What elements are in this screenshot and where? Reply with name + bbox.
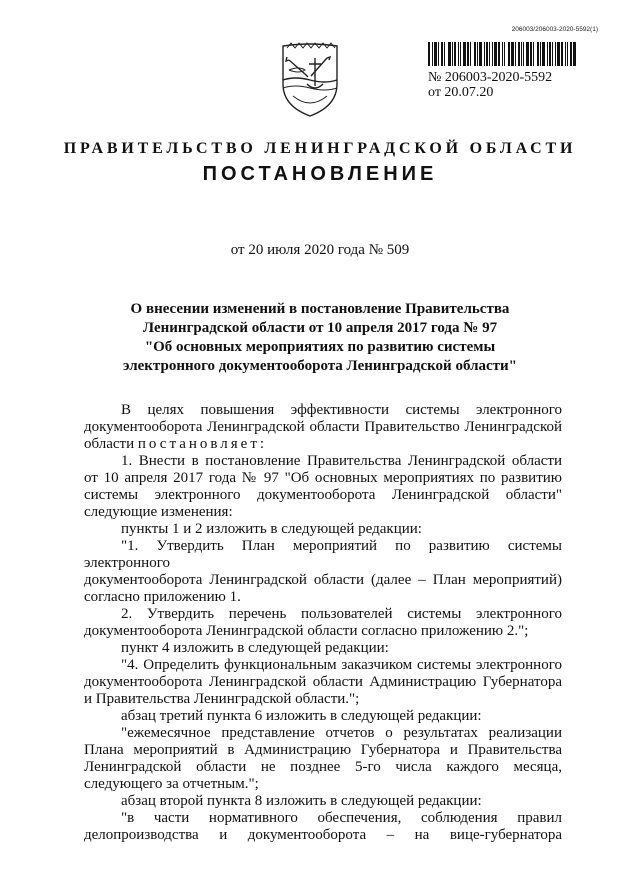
body-line: от 10 апреля 2017 года № 97 "Об основных мероприятиях по развитию [84, 470, 562, 486]
document-body [84, 402, 562, 844]
body-line: системы электронного документооборота Ленинградской области" [84, 487, 562, 503]
body-line: "4. Определить функциональным заказчиком системы электронного [121, 657, 562, 673]
body-line: документооборота Ленинградской области Администрацию Губернатора [84, 674, 562, 690]
document-type: ПОСТАНОВЛЕНИЕ [202, 163, 438, 185]
body-line: следующие изменения: [84, 504, 233, 520]
body-line [84, 436, 562, 453]
registration-date: от 20.07.20 [428, 85, 494, 100]
body-line: документооборота Ленинградской области Правительство Ленинградской [84, 419, 562, 435]
document-date-number: от 20 июля 2020 года № 509 [230, 242, 410, 258]
body-line: Ленинградской области не позднее 5-го числа каждого месяца, [84, 759, 562, 775]
body-line: делопроизводства и документооборота – на вице-губернатора [84, 827, 562, 843]
body-line: документооборота Ленинградской области (далее – План мероприятий) [84, 572, 562, 588]
barcode [428, 42, 596, 66]
body-line: пункт 4 изложить в следующей редакции: [121, 640, 389, 656]
subject-line: Ленинградской области от 10 апреля 2017 года № 97 [142, 320, 498, 336]
body-line: 1. Внести в постановление Правительства Ленинградской области [121, 453, 562, 469]
body-line: пункты 1 и 2 изложить в следующей редакции: [121, 521, 422, 537]
leningrad-oblast-coat-of-arms-icon [275, 40, 345, 118]
registration-number: № 206003-2020-5592 [428, 70, 553, 85]
resolving-word: постановляет: [137, 436, 268, 452]
registration-block [428, 70, 552, 100]
subject-line: О внесении изменений в постановление Правительства [130, 301, 510, 317]
body-line: документооборота Ленинградской области согласно приложению 2."; [84, 623, 529, 639]
issuing-authority: ПРАВИТЕЛЬСТВО ЛЕНИНГРАДСКОЙ ОБЛАСТИ [63, 140, 577, 157]
subject-line: "Об основных мероприятиях по развитию системы [144, 339, 496, 355]
body-line: "1. Утвердить План мероприятий по развитию системы электронного [84, 538, 562, 571]
body-line: следующего за отчетным."; [84, 776, 259, 792]
body-line: абзац третий пункта 6 изложить в следующей редакции: [121, 708, 482, 724]
body-line: и Правительства Ленинградской области."; [84, 691, 360, 707]
document-subject [0, 300, 640, 376]
subject-line: электронного документооборота Ленинградской области" [123, 358, 517, 374]
document-registration-code: 206003/206003-2020-5592(1) [511, 26, 598, 33]
body-line: 2. Утвердить перечень пользователей системы электронного [121, 606, 562, 622]
body-line: Плана мероприятий в Администрацию Губернатора и Правительства [84, 742, 562, 758]
body-line: "ежемесячное представление отчетов о результатах реализации [121, 725, 562, 741]
body-line: абзац второй пункта 8 изложить в следующей редакции: [121, 793, 482, 809]
body-text: области [84, 436, 138, 452]
body-line: согласно приложению 1. [84, 589, 241, 605]
body-line: В целях повышения эффективности системы электронного [121, 402, 562, 418]
body-line: "в части нормативного обеспечения, соблюдения правил [121, 810, 562, 826]
